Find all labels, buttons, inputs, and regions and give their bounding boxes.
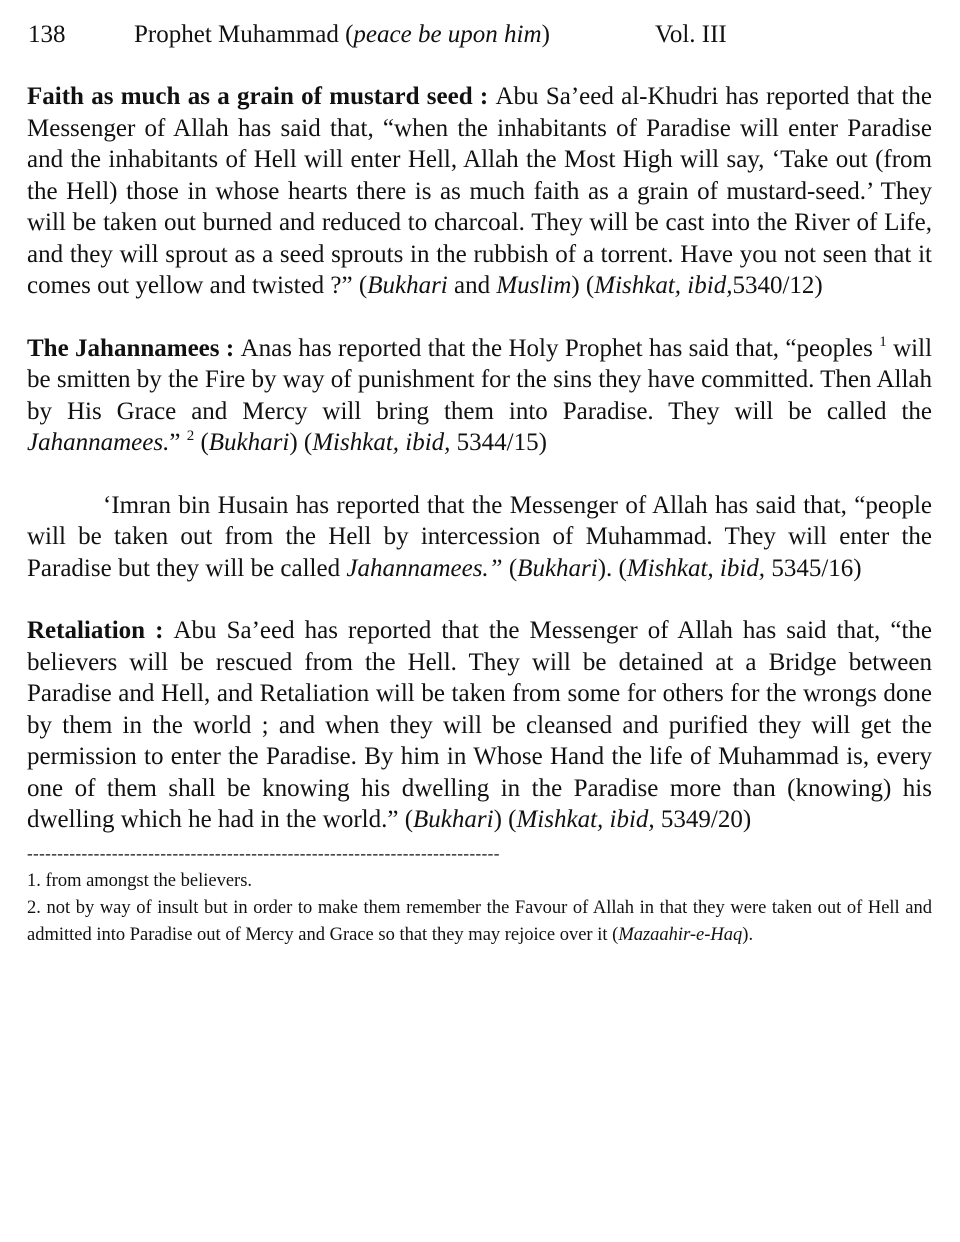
volume-label: Vol. III: [655, 21, 727, 48]
section-heading: The Jahannamees: [27, 334, 220, 362]
footnote-number: 2.: [27, 897, 41, 918]
reference-number: 5340/12: [732, 272, 815, 299]
reference-number: 5349/20: [660, 806, 743, 833]
reference-citation: Mishkat, ibid,: [594, 272, 733, 299]
reference-number: 5345/16: [771, 554, 854, 582]
source-citation: Bukhari: [517, 554, 598, 582]
footnotes: [27, 868, 932, 949]
paragraph-text: Anas has reported that the Holy Prophet has said that, “peoples: [240, 334, 873, 362]
conjunction: and: [447, 272, 497, 299]
footnote-text: from amongst the believers.: [45, 870, 253, 891]
running-title-name: Prophet Muhammad: [134, 21, 339, 48]
running-title-honorific: peace be upon him: [353, 21, 542, 48]
running-title: Prophet Muhammad (peace be upon him): [134, 21, 550, 48]
source-citation: Muslim: [496, 272, 572, 299]
reference-citation: Mishkat, ibid,: [312, 429, 451, 456]
page-body: [27, 81, 932, 949]
footnote-text: not by way of insult but in order to make them remember the Favour of Allah in that they were taken out of Hell and admitted into Paradise out of Mercy and Grace so that they may rejoice over it: [27, 897, 932, 945]
heading-colon: :: [472, 83, 496, 110]
footnote-1: [27, 868, 932, 895]
italic-term: Jahannamees.”: [346, 554, 503, 582]
paragraph-text: will be smitten by the Fire by way of punishment for the sins they have committed. Then Allah by His Grace and Mercy will bring them into Paradise. They will be called the: [27, 334, 933, 425]
heading-colon: :: [219, 334, 241, 362]
closing-quote: ”: [169, 429, 181, 456]
heading-colon: :: [145, 617, 174, 644]
paragraph-jahannamees: The Jahannamees : Anas has reported that the Holy Prophet has said that, “peoples $^1$ will be smitten by the Fire by way of punishment for the sins they have committed. Then Allah by His Grace and Mercy will bring them into Paradise. They will be called the Jahannamees.” $^2$ (Bukhari) (Mishkat, ibid, 5344/15): [27, 333, 933, 456]
footnote-marker: 1: [879, 333, 887, 350]
paragraph-mustard-seed: Faith as much as a grain of mustard seed : Abu Sa’eed al-Khudri has reported that the Messenger of Allah has said that, “when the inhabitants of Paradise will enter Paradise and the inhabitants of Hell will enter Hell, Allah the Most High will say, ‘Take out (from the Hell) those in whose hearts there is as much faith as a grain of mustard-seed.’ They will be taken out burned and reduced to charcoal. They will be cast into the River of Life, and they will sprout as a seed sprouts in the rubbish of a torrent. Have you not seen that it comes out yellow and twisted ?” (Bukhari and Muslim) (Mishkat, ibid,5340/12): [27, 83, 932, 299]
paragraph-text: Abu Sa’eed al-Khudri has reported that the Messenger of Allah has said that, “when the inhabitants of Paradise will enter Paradise and the inhabitants of Hell will enter Hell, Allah the Most High will say, ‘Take out (from the Hell) those in whose hearts there is as much faith as a grain of mustard-seed.’ They will be taken out burned and reduced to charcoal. They will be cast into the River of Life, and they will sprout as a seed sprouts in the rubbish of a torrent. Have you not seen that it comes out yellow and twisted ?”: [27, 83, 932, 299]
footnote-number: 1.: [27, 870, 41, 891]
reference-number: 5344/15: [456, 429, 539, 456]
footnote-source: Mazaahir-e-Haq: [618, 924, 743, 945]
footnote-divider: ------------------------------------------------------------------------------: [27, 843, 500, 863]
section-heading: Faith as much as a grain of mustard seed: [27, 83, 473, 110]
paragraph-retaliation: Retaliation : Abu Sa’eed has reported that the Messenger of Allah has said that, “the believers will be rescued from the Hell. They will be detained at a Bridge between Paradise and Hell, and Retaliation will be taken from some for others for the wrongs done by them in the world ; and when they will be cleansed and purified they will get the permission to enter the Paradise. By him in Whose Hand the life of Muhammad is, every one of them shall be knowing his dwelling in the Paradise more than (knowing) his dwelling which he had in the world.” (Bukhari) (Mishkat, ibid, 5349/20): [27, 617, 932, 833]
footnote-marker: 2: [186, 428, 195, 444]
source-citation: Bukhari: [367, 272, 448, 299]
section-heading: Retaliation: [27, 617, 146, 644]
paragraph-imran: ‘Imran bin Husain has reported that the Messenger of Allah has said that, “people will be taken out from the Hell by intercession of Muhammad. They will enter the Paradise but they will be called Jahannamees.” (Bukhari). (Mishkat, ibid, 5345/16): [27, 491, 932, 582]
paragraph-text: Abu Sa’eed has reported that the Messenger of Allah has said that, “the believers will be rescued from the Hell. They will be detained at a Bridge between Paradise and Hell, and Retaliation will be taken from some for others for the wrongs done by them in the world ; and when they will be cleansed and purified they will get the permission to enter the Paradise. By him in Whose Hand the life of Muhammad is, every one of them shall be knowing his dwelling in the Paradise more than (knowing) his dwelling which he had in the world.”: [27, 617, 932, 833]
source-citation: Bukhari: [208, 429, 290, 456]
footnote-2: 2. not by way of insult but in order to make them remember the Favour of Allah in that they were taken out of Hell and admitted into Paradise out of Mercy and Grace so that they may rejoice over it (Mazaahir-e-Haq).: [27, 897, 932, 945]
page-number: 138: [28, 21, 66, 48]
reference-citation: Mishkat, ibid,: [516, 806, 655, 833]
source-citation: Bukhari: [413, 806, 494, 833]
page-header: [28, 18, 932, 52]
italic-term: Jahannamees.: [27, 429, 170, 456]
reference-citation: Mishkat, ibid,: [626, 554, 766, 582]
paragraph-text: ‘Imran bin Husain has reported that the Messenger of Allah has said that, “people will be taken out from the Hell by intercession of Muhammad. They will enter the Paradise but they will be called: [27, 491, 932, 582]
